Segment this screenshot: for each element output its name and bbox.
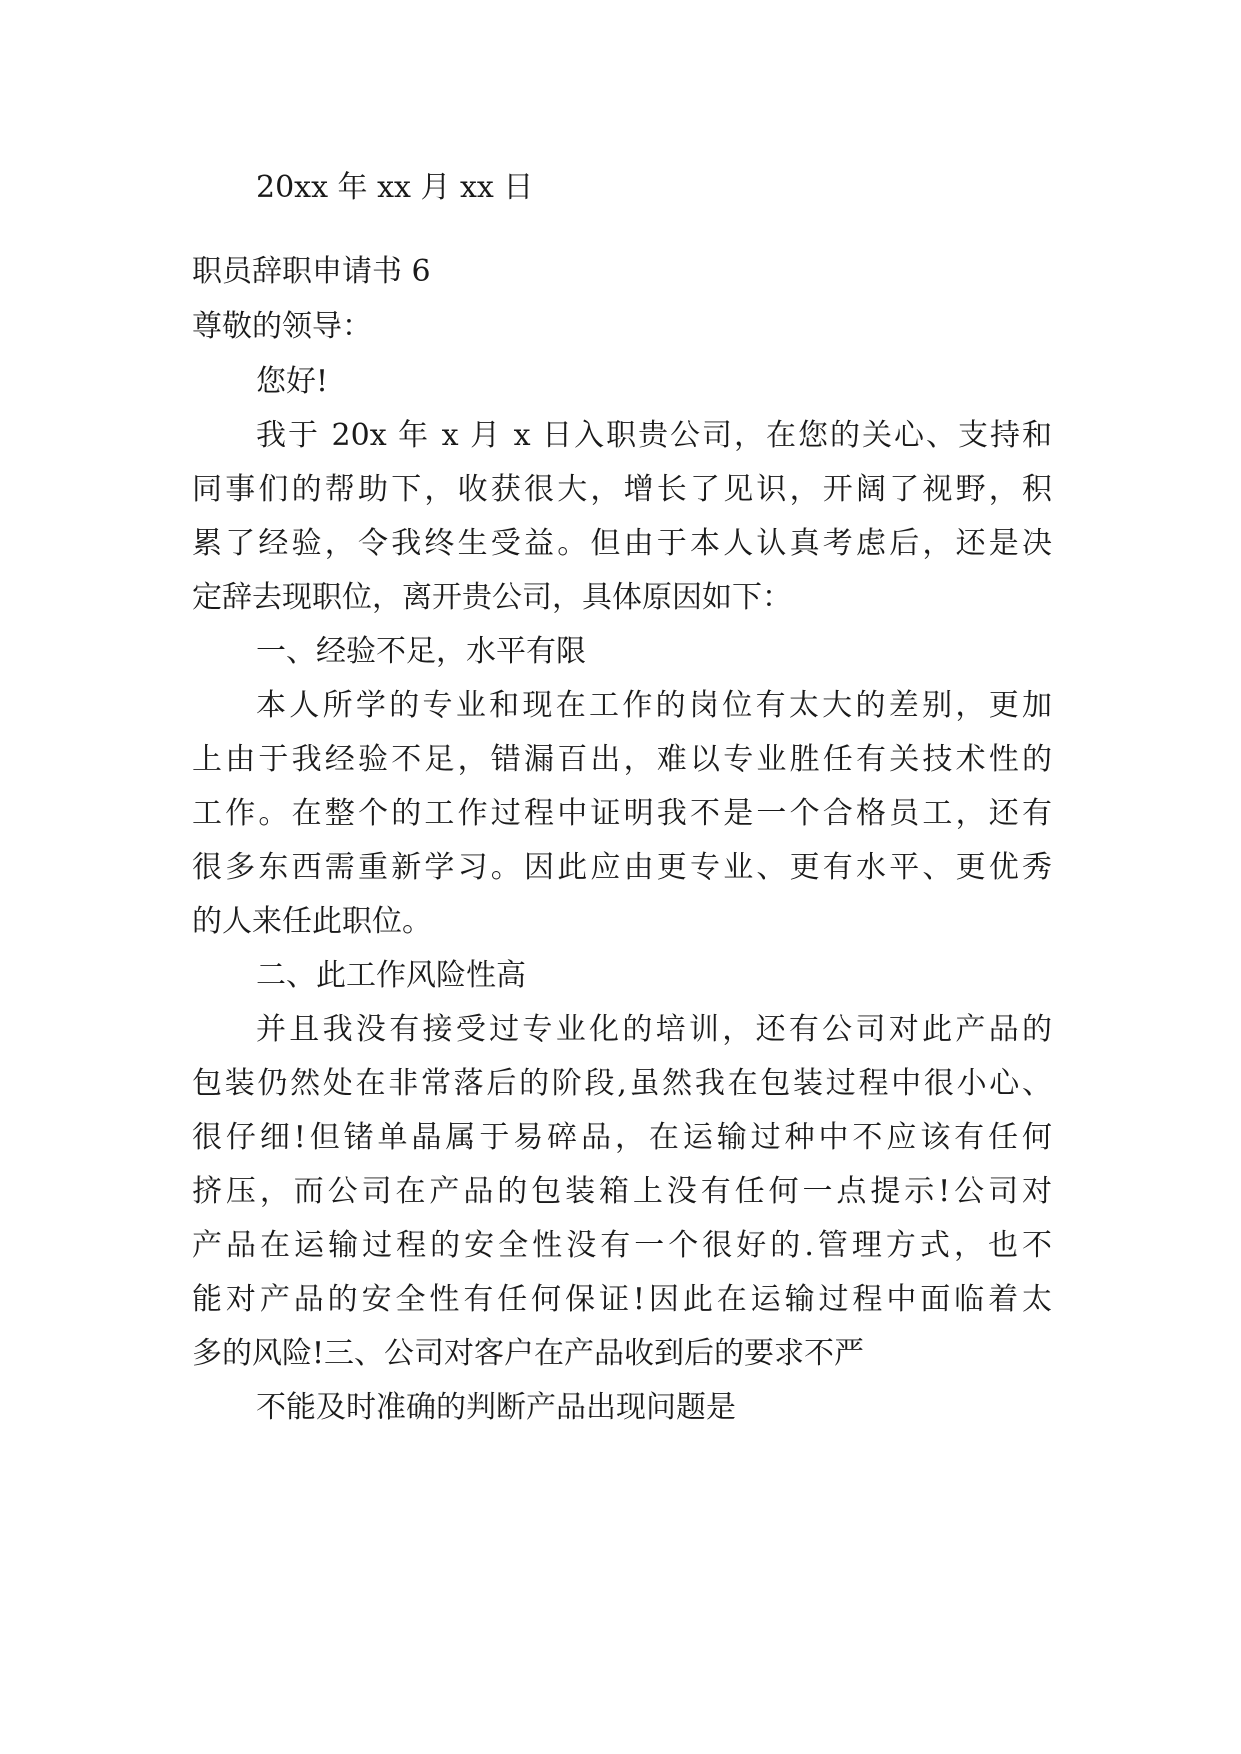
paragraph-line: 很多东西需重新学习。因此应由更专业、更有水平、更优秀 xyxy=(192,850,1052,885)
paragraph-line: 我于 20x 年 x 月 x 日入职贵公司，在您的关心、支持和 xyxy=(256,418,1052,453)
paragraph-line: 的人来任此职位。 xyxy=(192,904,432,939)
section-heading: 一、经验不足，水平有限 xyxy=(256,634,586,669)
document-title: 职员辞职申请书 6 xyxy=(192,254,431,289)
paragraph-line: 挤压，而公司在产品的包装箱上没有任何一点提示!公司对 xyxy=(192,1174,1052,1209)
paragraph-line: 很仔细!但锗单晶属于易碎品，在运输过种中不应该有任何 xyxy=(192,1120,1052,1155)
greeting: 您好! xyxy=(256,364,329,399)
paragraph-line: 定辞去现职位，离开贵公司，具体原因如下： xyxy=(192,580,792,615)
paragraph-line: 累了经验，令我终生受益。但由于本人认真考虑后，还是决 xyxy=(192,526,1052,561)
paragraph-line: 包装仍然处在非常落后的阶段,虽然我在包装过程中很小心、 xyxy=(192,1066,1052,1101)
paragraph-line: 上由于我经验不足，错漏百出，难以专业胜任有关技术性的 xyxy=(192,742,1052,777)
paragraph-line: 多的风险!三、公司对客户在产品收到后的要求不严 xyxy=(192,1336,865,1371)
paragraph-line: 不能及时准确的判断产品出现问题是 xyxy=(256,1390,736,1425)
date-line: 20xx 年 xx 月 xx 日 xyxy=(256,170,534,205)
paragraph-line: 本人所学的专业和现在工作的岗位有太大的差别，更加 xyxy=(256,688,1052,723)
paragraph-line: 并且我没有接受过专业化的培训，还有公司对此产品的 xyxy=(256,1012,1052,1047)
paragraph-line: 同事们的帮助下，收获很大，增长了见识，开阔了视野，积 xyxy=(192,472,1052,507)
paragraph-line: 能对产品的安全性有任何保证!因此在运输过程中面临着太 xyxy=(192,1282,1052,1317)
paragraph-line: 产品在运输过程的安全性没有一个很好的.管理方式，也不 xyxy=(192,1228,1052,1263)
salutation: 尊敬的领导： xyxy=(192,309,372,344)
section-heading: 二、此工作风险性高 xyxy=(256,958,526,993)
paragraph-line: 工作。在整个的工作过程中证明我不是一个合格员工，还有 xyxy=(192,796,1052,831)
